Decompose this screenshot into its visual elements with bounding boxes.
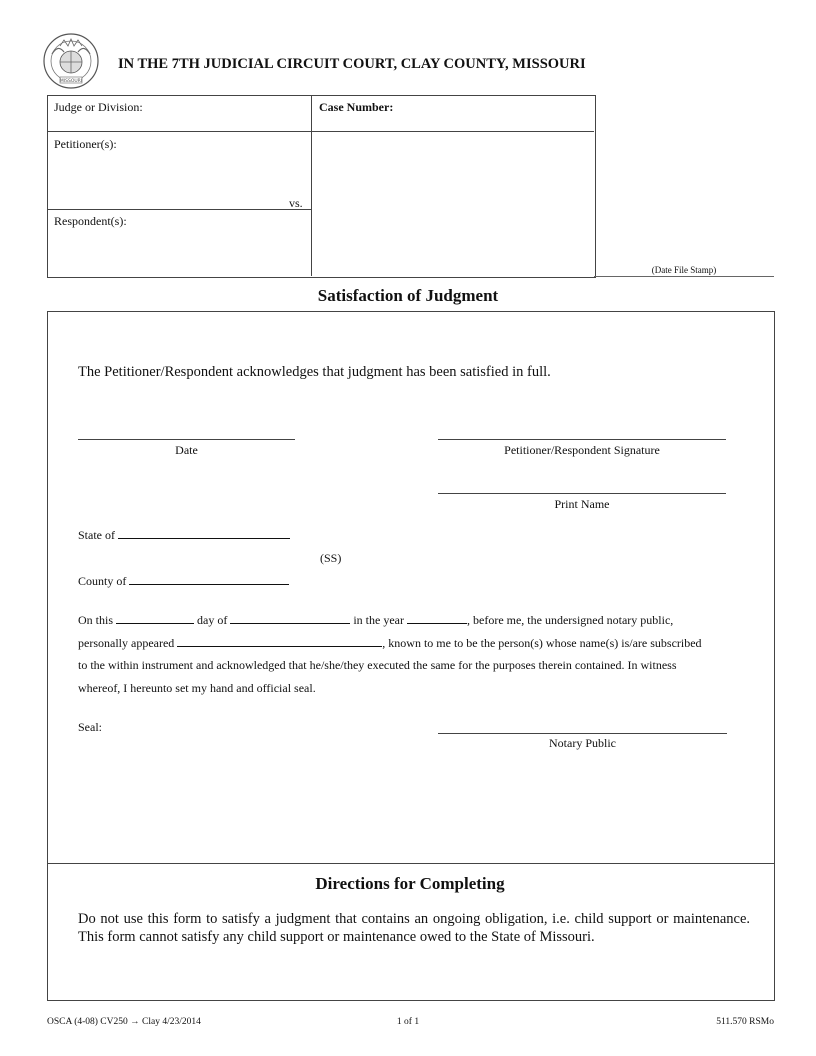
date-file-stamp-label: (Date File Stamp)	[651, 265, 717, 275]
seal-text: MISSOURI	[59, 79, 83, 84]
respondent-label: Respondent(s):	[54, 214, 127, 228]
vs-label: vs.	[289, 196, 303, 210]
appeared-name-blank[interactable]	[177, 635, 382, 647]
county-of-row	[78, 573, 289, 589]
notary-line-1	[78, 612, 673, 628]
case-number-label: Case Number:	[319, 100, 394, 114]
state-of-label: State of	[78, 528, 115, 542]
print-name-line[interactable]	[438, 493, 726, 494]
notary-signature-line[interactable]	[438, 733, 727, 734]
missouri-state-seal	[42, 32, 100, 90]
caption-box	[47, 95, 596, 278]
date-line[interactable]	[78, 439, 295, 440]
date-label: Date	[175, 443, 198, 457]
month-blank[interactable]	[230, 612, 350, 624]
day-blank[interactable]	[116, 612, 194, 624]
county-of-label: County of	[78, 574, 127, 588]
county-of-line[interactable]	[129, 573, 289, 585]
footer-page-number: 1 of 1	[396, 1017, 420, 1027]
on-this-text: On this	[78, 613, 114, 627]
seal-label: Seal:	[78, 720, 102, 734]
judge-or-division-label: Judge or Division:	[54, 100, 143, 114]
caption-divider	[47, 209, 311, 210]
date-file-stamp-line	[594, 276, 774, 277]
signature-line[interactable]	[438, 439, 726, 440]
state-of-line[interactable]	[118, 527, 290, 539]
notary-public-label: Notary Public	[549, 736, 616, 750]
caption-divider	[47, 131, 594, 132]
directions-title: Directions for Completing	[315, 874, 505, 893]
satisfaction-statement: The Petitioner/Respondent acknowledges that judgment has been satisfied in full.	[78, 364, 551, 380]
before-me-text: , before me, the undersigned notary public,	[467, 613, 674, 627]
notary-line-4: whereof, I hereunto set my hand and official seal.	[78, 681, 316, 695]
document-title: Satisfaction of Judgment	[317, 286, 499, 305]
caption-divider	[311, 95, 312, 276]
court-title: IN THE 7TH JUDICIAL CIRCUIT COURT, CLAY COUNTY, MISSOURI	[118, 56, 586, 72]
footer-statute: 511.570 RSMo	[716, 1017, 774, 1027]
directions-text: Do not use this form to satisfy a judgment that contains an ongoing obligation, i.e. child support or maintenance. This form cannot satisfy any child support or maintenance owed to the State of Missouri.	[78, 911, 750, 945]
signature-label: Petitioner/Respondent Signature	[504, 443, 660, 457]
notary-line-2	[78, 635, 702, 651]
footer-form-id: OSCA (4-08) CV250 → Clay 4/23/2014	[47, 1017, 201, 1027]
state-of-row	[78, 527, 290, 543]
print-name-label: Print Name	[554, 497, 610, 511]
day-of-text: day of	[197, 613, 228, 627]
notary-line-3: to the within instrument and acknowledged that he/she/they executed the same for the purposes therein contained. In witness	[78, 658, 677, 672]
ss-label: (SS)	[320, 551, 342, 565]
in-the-year-text: in the year	[353, 613, 404, 627]
year-blank[interactable]	[407, 612, 467, 624]
known-to-me-text: , known to me to be the person(s) whose name(s) is/are subscribed	[382, 636, 702, 650]
petitioner-label: Petitioner(s):	[54, 137, 117, 151]
personally-appeared-text: personally appeared	[78, 636, 175, 650]
